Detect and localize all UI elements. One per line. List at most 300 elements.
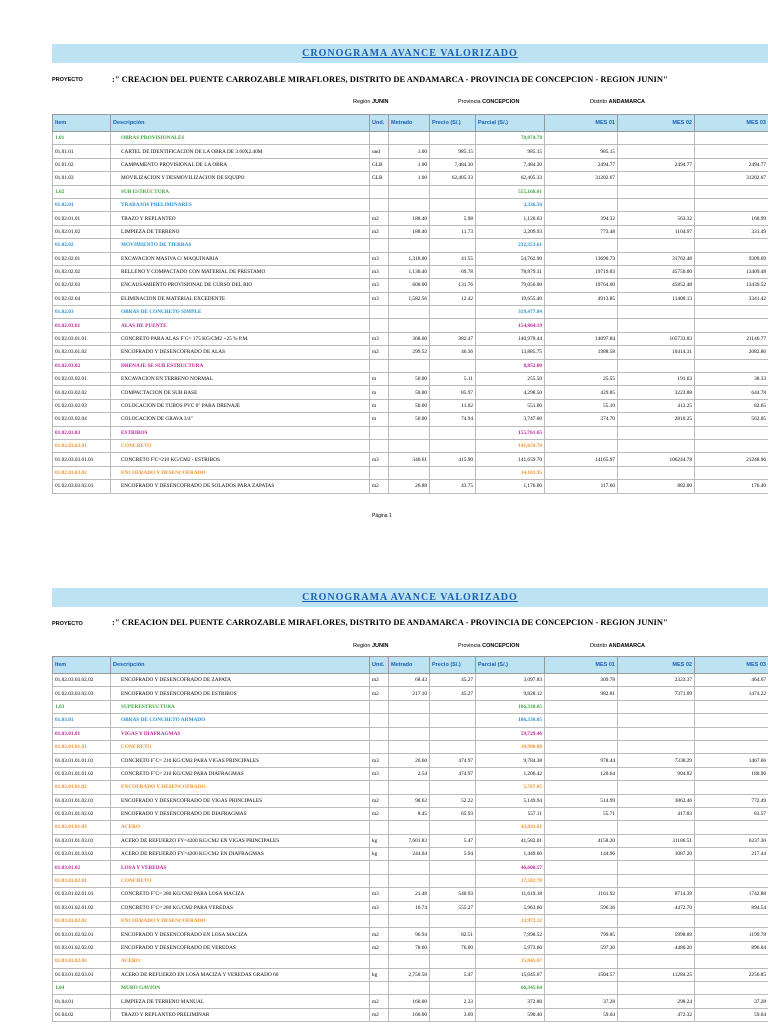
table-cell: 01.02.01.02	[53, 225, 111, 238]
table-cell	[430, 185, 476, 198]
table-cell: CONCRETO	[111, 740, 370, 753]
table-cell: 31202.67	[545, 172, 618, 185]
table-cell: TRAZO Y REPLANTEO	[111, 212, 370, 225]
table-cell: 596.36	[545, 901, 618, 914]
table-cell: 68.43	[389, 674, 430, 687]
table-cell: 232,353.61	[476, 239, 545, 252]
table-row	[53, 359, 768, 372]
table-cell: ACERO DE REFUERZO FY=4200 KG/CM2 EN DIAFRAGMAS	[111, 848, 370, 861]
table-cell: 5.47	[430, 968, 476, 981]
table-cell: 01.03.01.02.02	[53, 915, 111, 928]
table-cell	[618, 198, 695, 211]
table-cell: 7,601.83	[389, 834, 430, 847]
table-row	[53, 373, 768, 386]
table-cell	[618, 700, 695, 713]
table-cell: DRENAJE SE SUB ESTRUCTURA	[111, 359, 370, 372]
table-cell: LOSA Y VEREDAS	[111, 861, 370, 874]
table-cell	[389, 306, 430, 319]
table-cell: 01.03.01.01	[53, 727, 111, 740]
table-cell	[370, 821, 389, 834]
table-cell: 19719.83	[545, 265, 618, 278]
table-row	[53, 714, 768, 727]
table-cell: 896.04	[695, 941, 768, 954]
table-cell: 1,318.00	[389, 252, 430, 265]
table-cell: 78,879.31	[476, 265, 545, 278]
column-header: Item	[53, 115, 111, 132]
table-cell: 3223.88	[618, 386, 695, 399]
table-cell: 01.02.01	[53, 198, 111, 211]
column-header: Parcial (S/.)	[476, 657, 545, 674]
table-cell: 3,336.56	[476, 198, 545, 211]
table-cell: 1388.58	[545, 346, 618, 359]
table-cell: 1,582.56	[389, 292, 430, 305]
table-cell: 600.00	[389, 279, 430, 292]
table-cell: 01.01.03	[53, 172, 111, 185]
table-cell: 50.00	[389, 399, 430, 412]
page-number: Página 1	[372, 513, 392, 519]
table-cell: 368.60	[389, 332, 430, 345]
table-cell: 597.36	[545, 941, 618, 954]
table-cell: 298.24	[618, 995, 695, 1008]
table-cell	[430, 915, 476, 928]
table-cell: ACERO DE REFUERZO EN LOSA MACIZA Y VEREDAS GRADO 60	[111, 968, 370, 981]
table-cell: 144.96	[545, 848, 618, 861]
column-header: Metrado	[389, 657, 430, 674]
table-cell: 01.03.01.02.02.02	[53, 941, 111, 954]
table-cell: 1161.92	[545, 888, 618, 901]
table-cell: 82.51	[430, 928, 476, 941]
table-cell	[370, 874, 389, 887]
column-header: Item	[53, 657, 111, 674]
table-cell	[370, 319, 389, 332]
column-header: Precio (S/.)	[430, 115, 476, 132]
schedule-table-1	[52, 114, 768, 494]
table-cell	[695, 714, 768, 727]
table-cell: 3341.42	[695, 292, 768, 305]
table-cell	[370, 915, 389, 928]
table-cell: ENCOFRADO Y DESENCOFRADO DE VIGAS PRINCIPALES	[111, 794, 370, 807]
table-cell: 59.04	[695, 1008, 768, 1021]
table-cell: 5.11	[430, 373, 476, 386]
table-cell	[618, 874, 695, 887]
table-cell: 66,345.64	[476, 981, 545, 994]
table-cell: 1742.88	[695, 888, 768, 901]
table-cell: 7338.29	[618, 754, 695, 767]
table-cell: 37.28	[545, 995, 618, 1008]
table-cell: m2	[370, 225, 389, 238]
table-cell: 772.49	[695, 794, 768, 807]
table-cell	[389, 319, 430, 332]
table-cell: 374.70	[545, 413, 618, 426]
table-cell: ENCOFRADO Y DESENCOFRADO EN LOSA MACIZA	[111, 928, 370, 941]
table-cell: 01.02.03.03	[53, 426, 111, 439]
table-cell: 464.67	[695, 674, 768, 687]
table-cell: m3	[370, 292, 389, 305]
table-cell	[618, 426, 695, 439]
table-cell: 5.98	[430, 212, 476, 225]
table-cell: 904.82	[618, 767, 695, 780]
table-row	[53, 413, 768, 426]
table-row	[53, 955, 768, 968]
table-cell	[370, 132, 389, 145]
table-cell	[389, 727, 430, 740]
table-row	[53, 687, 768, 700]
table-cell: 244.04	[389, 848, 430, 861]
table-cell	[695, 821, 768, 834]
table-cell	[618, 955, 695, 968]
table-cell	[430, 426, 476, 439]
table-cell: 180.96	[695, 767, 768, 780]
table-cell: 41,582.01	[476, 834, 545, 847]
table-cell: m3	[370, 767, 389, 780]
table-cell: 7,484.30	[430, 158, 476, 171]
table-cell: m3	[370, 453, 389, 466]
table-cell: m2	[370, 687, 389, 700]
table-row	[53, 306, 768, 319]
table-row	[53, 426, 768, 439]
table-cell: 540.93	[430, 888, 476, 901]
table-cell: 01.03.01.02.01.01	[53, 888, 111, 901]
table-row	[53, 901, 768, 914]
table-cell: 5,973.60	[476, 941, 545, 954]
table-row	[53, 252, 768, 265]
table-cell: 01.01.01	[53, 145, 111, 158]
table-row	[53, 968, 768, 981]
table-cell	[545, 306, 618, 319]
table-cell	[545, 861, 618, 874]
table-cell: 5,149.94	[476, 794, 545, 807]
table-cell: COLOCACION DE TUBOS PVC 6" PARA DRENAJE	[111, 399, 370, 412]
table-cell: ENCOFRADO Y DESENCOFRADO DE ALAS	[111, 346, 370, 359]
column-header: MES 02	[618, 115, 695, 132]
table-cell	[618, 239, 695, 252]
table-cell: 52.22	[430, 794, 476, 807]
table-cell: 176.40	[695, 480, 768, 493]
table-cell: 1,449.60	[476, 848, 545, 861]
table-cell: 2810.25	[618, 413, 695, 426]
table-cell: 474.97	[430, 754, 476, 767]
table-cell: 10414.31	[618, 346, 695, 359]
table-cell: 13409.48	[695, 265, 768, 278]
table-cell: 8.45	[389, 807, 430, 820]
table-cell	[389, 239, 430, 252]
table-cell	[389, 955, 430, 968]
table-cell: COLOCACION DE GRAVA 3/4"	[111, 413, 370, 426]
table-cell: CONCRETO	[111, 874, 370, 887]
table-cell: 255.50	[476, 373, 545, 386]
table-cell: 773.48	[545, 225, 618, 238]
table-cell: 1.00	[389, 145, 430, 158]
table-cell	[618, 915, 695, 928]
table-cell	[370, 198, 389, 211]
table-row	[53, 1008, 768, 1021]
table-cell: m2	[370, 928, 389, 941]
table-cell: EXCAVACION MASIVA C/ MAQUINARIA	[111, 252, 370, 265]
table-cell: ACERO	[111, 821, 370, 834]
table-cell: 644.78	[695, 386, 768, 399]
table-cell: 01.02.03.03.02.03	[53, 687, 111, 700]
table-cell	[370, 239, 389, 252]
table-cell: 394.32	[545, 212, 618, 225]
table-cell: 70,874.78	[476, 132, 545, 145]
table-cell	[695, 198, 768, 211]
table-cell	[618, 781, 695, 794]
table-cell: m2	[370, 346, 389, 359]
table-cell: ENCOFRADO Y DESENCOFRADO	[111, 915, 370, 928]
table-cell: 217.10	[389, 687, 430, 700]
table-cell: 9309.69	[695, 252, 768, 265]
column-header: MES 01	[545, 115, 618, 132]
table-cell: 01.02.03.02	[53, 359, 111, 372]
district-info: Distrito ANDAMARCA	[590, 99, 646, 105]
table-cell: 9,828.12	[476, 687, 545, 700]
table-cell: TRAZO Y REPLANTEO PRELIMINAR	[111, 1008, 370, 1021]
table-cell	[545, 439, 618, 452]
table-cell: GLB	[370, 172, 389, 185]
table-cell: 01.02.03.01.01	[53, 332, 111, 345]
table-cell: 415.90	[430, 453, 476, 466]
table-row	[53, 981, 768, 994]
table-cell: 7,484.30	[476, 158, 545, 171]
table-cell	[618, 132, 695, 145]
column-header: Descripción	[111, 657, 370, 674]
table-cell: 11400.13	[618, 292, 695, 305]
table-cell: 429.85	[545, 386, 618, 399]
table-cell: 160.00	[389, 995, 430, 1008]
table-cell	[545, 700, 618, 713]
table-row	[53, 674, 768, 687]
table-cell: 472.32	[618, 1008, 695, 1021]
table-row	[53, 225, 768, 238]
table-cell: ESTRIBOS	[111, 426, 370, 439]
table-cell	[695, 700, 768, 713]
table-cell: 2082.86	[695, 346, 768, 359]
table-cell: 590.40	[476, 1008, 545, 1021]
table-cell: 2323.37	[618, 674, 695, 687]
table-cell: 01.03.01.01.01.02	[53, 767, 111, 780]
table-cell: 372.80	[476, 995, 545, 1008]
project-label: PROYECTO	[52, 77, 83, 83]
table-cell: 4,298.50	[476, 386, 545, 399]
table-cell: 985.15	[545, 145, 618, 158]
table-cell: 01.02.03.03.02.01	[53, 480, 111, 493]
table-cell: 2494.77	[695, 158, 768, 171]
table-cell: 555.27	[430, 901, 476, 914]
table-cell: 01.02.03.03.01	[53, 439, 111, 452]
table-cell: 76.00	[430, 941, 476, 954]
table-cell	[389, 915, 430, 928]
table-cell: CONCRETO F´C= 210 KG/CM2 PARA VIGAS PRINCIPALES	[111, 754, 370, 767]
table-cell	[370, 700, 389, 713]
table-cell	[430, 359, 476, 372]
table-cell: MOVIMIENTO DE TIERRAS	[111, 239, 370, 252]
table-cell: ENCOFRADO Y DESENCOFRADO DE VEREDAS	[111, 941, 370, 954]
table-cell: 12.42	[430, 292, 476, 305]
table-cell: m2	[370, 674, 389, 687]
column-header: MES 03	[695, 115, 768, 132]
table-row	[53, 172, 768, 185]
table-cell: 340.61	[389, 453, 430, 466]
table-cell	[389, 781, 430, 794]
table-cell: 309.78	[545, 674, 618, 687]
table-cell: 01.02.03.02.01	[53, 373, 111, 386]
table-cell: kg	[370, 834, 389, 847]
column-header: Und.	[370, 115, 389, 132]
table-cell: 1.00	[389, 158, 430, 171]
table-cell: 43.75	[430, 480, 476, 493]
table-cell: 01.02.03.01.02	[53, 346, 111, 359]
table-row	[53, 279, 768, 292]
table-cell: CONCRETO F´C= 210 KG/CM2 PARA DIAFRAGMAS	[111, 767, 370, 780]
table-cell: 8714.39	[618, 888, 695, 901]
table-cell	[370, 740, 389, 753]
table-cell: 01.02.03.02.03	[53, 399, 111, 412]
table-cell: 382.47	[430, 332, 476, 345]
table-cell: 85.97	[430, 386, 476, 399]
table-cell: 3862.46	[618, 794, 695, 807]
table-cell: 2,209.93	[476, 225, 545, 238]
table-cell: 5.94	[430, 848, 476, 861]
table-cell: 11,619.18	[476, 888, 545, 901]
table-cell: 1087.20	[618, 848, 695, 861]
column-header: MES 03	[695, 657, 768, 674]
table-cell: 19764.00	[545, 279, 618, 292]
table-cell: 11.73	[430, 225, 476, 238]
table-cell: 5,963.60	[476, 901, 545, 914]
column-header: Parcial (S/.)	[476, 115, 545, 132]
table-cell	[430, 781, 476, 794]
table-cell: 1.04	[53, 981, 111, 994]
table-cell: 25.55	[545, 373, 618, 386]
table-cell: 4472.70	[618, 901, 695, 914]
table-cell: 01.02.02.04	[53, 292, 111, 305]
table-row	[53, 453, 768, 466]
table-cell: 1474.22	[695, 687, 768, 700]
table-cell: 105733.83	[618, 332, 695, 345]
table-row	[53, 915, 768, 928]
table-cell: 9,784.38	[476, 754, 545, 767]
table-cell	[695, 740, 768, 753]
table-cell: 01.02.03	[53, 306, 111, 319]
table-cell: 117.60	[545, 480, 618, 493]
table-cell: 4158.20	[545, 834, 618, 847]
table-cell	[618, 145, 695, 158]
table-cell: 01.02.03.02.04	[53, 413, 111, 426]
table-cell: 01.02.03.01	[53, 319, 111, 332]
table-cell	[430, 466, 476, 479]
table-row	[53, 727, 768, 740]
table-cell	[695, 185, 768, 198]
table-row	[53, 132, 768, 145]
table-cell: 14,101.95	[476, 466, 545, 479]
table-cell: 01.02.02.01	[53, 252, 111, 265]
table-cell: 188.40	[389, 212, 430, 225]
table-cell: 14097.84	[545, 332, 618, 345]
table-cell: m2	[370, 1008, 389, 1021]
table-cell: ENCAUSAMIENTO PROVISIONAL DE CURSO DEL RIO	[111, 279, 370, 292]
table-cell: 13,885.75	[476, 346, 545, 359]
table-row	[53, 740, 768, 753]
table-cell: 55.71	[545, 807, 618, 820]
table-cell: 59,729.46	[476, 727, 545, 740]
table-cell: CONCRETO	[111, 439, 370, 452]
table-cell	[618, 861, 695, 874]
table-cell: 555,168.01	[476, 185, 545, 198]
table-cell: 01.02.01.01	[53, 212, 111, 225]
table-cell	[370, 861, 389, 874]
table-cell: 2.54	[389, 767, 430, 780]
table-cell: CARTEL DE IDENTIFICACION DE LA OBRA DE 3.60X2.40M	[111, 145, 370, 158]
table-cell	[618, 821, 695, 834]
table-cell	[545, 198, 618, 211]
table-cell	[370, 359, 389, 372]
table-row	[53, 928, 768, 941]
table-cell	[545, 239, 618, 252]
table-cell	[370, 185, 389, 198]
table-cell: 62,405.33	[430, 172, 476, 185]
table-cell: 13439.52	[695, 279, 768, 292]
project-text: :" CREACION DEL PUENTE CARROZABLE MIRAFLORES, DISTRITO DE ANDAMARCA - PROVINCIA DE CONCEPCION - REGION JUNIN"	[112, 617, 668, 627]
column-header: MES 02	[618, 657, 695, 674]
table-cell: 79,056.00	[476, 279, 545, 292]
table-cell	[430, 239, 476, 252]
table-row	[53, 941, 768, 954]
table-cell: 50.00	[389, 386, 430, 399]
table-cell	[389, 981, 430, 994]
table-cell	[545, 781, 618, 794]
table-cell	[430, 198, 476, 211]
table-cell: MOVILIZACION Y DESMOVILIZACION DE EQUIPO	[111, 172, 370, 185]
table-cell: 1.00	[389, 172, 430, 185]
table-cell	[695, 466, 768, 479]
table-cell: 155,761.65	[476, 426, 545, 439]
table-cell: 01.03.01.01.01	[53, 740, 111, 753]
table-cell	[370, 981, 389, 994]
table-cell: 69.78	[430, 265, 476, 278]
table-cell: 2256.85	[695, 968, 768, 981]
table-cell	[695, 981, 768, 994]
table-cell	[618, 714, 695, 727]
table-cell: 50.00	[389, 373, 430, 386]
table-cell: 10,990.80	[476, 740, 545, 753]
table-cell: 551.00	[476, 399, 545, 412]
table-cell: 188.40	[389, 225, 430, 238]
table-cell: 01.02.03.03.01.01	[53, 453, 111, 466]
table-cell: 1.02	[53, 185, 111, 198]
table-row	[53, 185, 768, 198]
table-cell: GLB	[370, 158, 389, 171]
table-cell: 13690.73	[545, 252, 618, 265]
table-cell: 01.03.01.01.03	[53, 821, 111, 834]
table-cell	[389, 700, 430, 713]
table-cell: 45750.00	[618, 265, 695, 278]
table-cell: 5,707.05	[476, 781, 545, 794]
table-row	[53, 198, 768, 211]
table-cell	[618, 359, 695, 372]
column-header: MES 01	[545, 657, 618, 674]
table-cell: 985.15	[430, 145, 476, 158]
table-cell: 3.69	[430, 1008, 476, 1021]
schedule-table-2	[52, 656, 768, 1022]
table-cell	[545, 319, 618, 332]
table-cell: 413.25	[618, 399, 695, 412]
table-cell	[695, 426, 768, 439]
table-cell: 5.47	[430, 834, 476, 847]
table-cell	[545, 426, 618, 439]
table-cell: 562.05	[695, 413, 768, 426]
table-cell: 01.02.02	[53, 239, 111, 252]
table-cell	[389, 466, 430, 479]
